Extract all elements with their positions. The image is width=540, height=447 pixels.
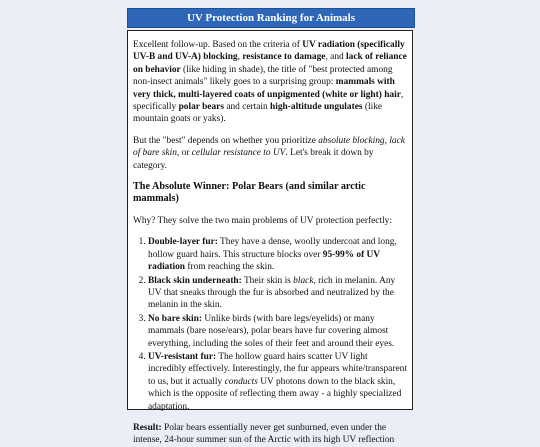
intro-paragraph xyxy=(133,39,407,126)
italic-text: cellular resistance to UV xyxy=(191,148,286,159)
item-label: Black skin underneath: xyxy=(148,275,242,286)
text: (like hiding in shade), the title of "best protected among non-insect animals" likely goes to a surprising group: xyxy=(133,64,393,88)
bold-text: mammals with very thick, multi-layered coats of unpigmented (white or light) hair xyxy=(133,77,401,100)
text: , or xyxy=(176,148,192,159)
italic-text: conducts xyxy=(224,376,258,387)
item-label: UV-resistant fur: xyxy=(148,351,217,362)
italic-text: black xyxy=(293,275,314,286)
text: , xyxy=(384,135,390,146)
result-paragraph xyxy=(133,422,407,447)
italic-text: absolute blocking xyxy=(318,135,385,146)
page-title: UV Protection Ranking for Animals xyxy=(127,8,415,28)
bold-text: UV radiation (specifically UV-B and UV-A) blocking xyxy=(133,40,405,63)
item-label: Double-layer fur: xyxy=(148,237,218,248)
text: , specifically xyxy=(133,89,404,113)
depends-paragraph xyxy=(133,135,407,172)
text: Excellent follow-up. Based on the criteria of xyxy=(133,40,303,50)
reasons-list xyxy=(133,236,407,413)
result-label: Result: xyxy=(133,422,162,433)
section-heading: The Absolute Winner: Polar Bears (and similar arctic mammals) xyxy=(133,181,366,205)
why-paragraph: Why? They solve the two main problems of UV protection perfectly: xyxy=(133,215,392,226)
text: But the "best" depends on whether you prioritize xyxy=(133,135,319,146)
text: from reaching the skin. xyxy=(184,262,275,273)
text: and certain xyxy=(223,102,271,113)
text: Polar bears essentially never get sunburned, even under the intense, 24-hour summer sun of the Arctic with its high UV reflection xyxy=(133,422,395,446)
list-item xyxy=(148,236,407,273)
text: UV photons down to the black skin, which is the opposite of reflecting them away - a highly specialized adaptation. xyxy=(148,376,402,412)
item-label: No bare skin: xyxy=(148,313,203,324)
response-card xyxy=(127,30,413,446)
list-item xyxy=(148,313,407,350)
text: The hollow guard hairs scatter UV light incredibly effectively. Interestingly, the fur appears white/transparent to us, but it actually xyxy=(148,351,407,387)
text: (like mountain goats or yaks). xyxy=(133,102,383,125)
bold-text: high-altitude ungulates xyxy=(270,102,363,113)
bold-text: polar bears xyxy=(178,102,224,113)
list-item xyxy=(148,351,407,413)
text: . Let's break it down by category. xyxy=(133,148,374,171)
text: Their skin is xyxy=(241,275,294,286)
text: , rich in melanin. Any UV that sneaks through the fur is absorbed and neutralized by the melanin in the skin. xyxy=(148,275,396,311)
text: , and xyxy=(325,52,347,63)
text: Unlike birds (with bare legs/eyelids) or many mammals (bare nose/ears), polar bears have fur covering almost everything, including the soles of their feet and around their eyes. xyxy=(148,313,395,349)
text: They have a dense, woolly undercoat and long, hollow guard hairs. This structure blocks over xyxy=(148,237,397,260)
italic-text: lack of bare skin xyxy=(133,135,405,159)
bold-text: resistance to damage xyxy=(242,52,326,63)
bold-text: 95-99% of UV radiation xyxy=(148,249,380,273)
bold-text: lack of reliance on behavior xyxy=(133,52,407,75)
text: , xyxy=(237,52,243,63)
list-item xyxy=(148,275,407,312)
